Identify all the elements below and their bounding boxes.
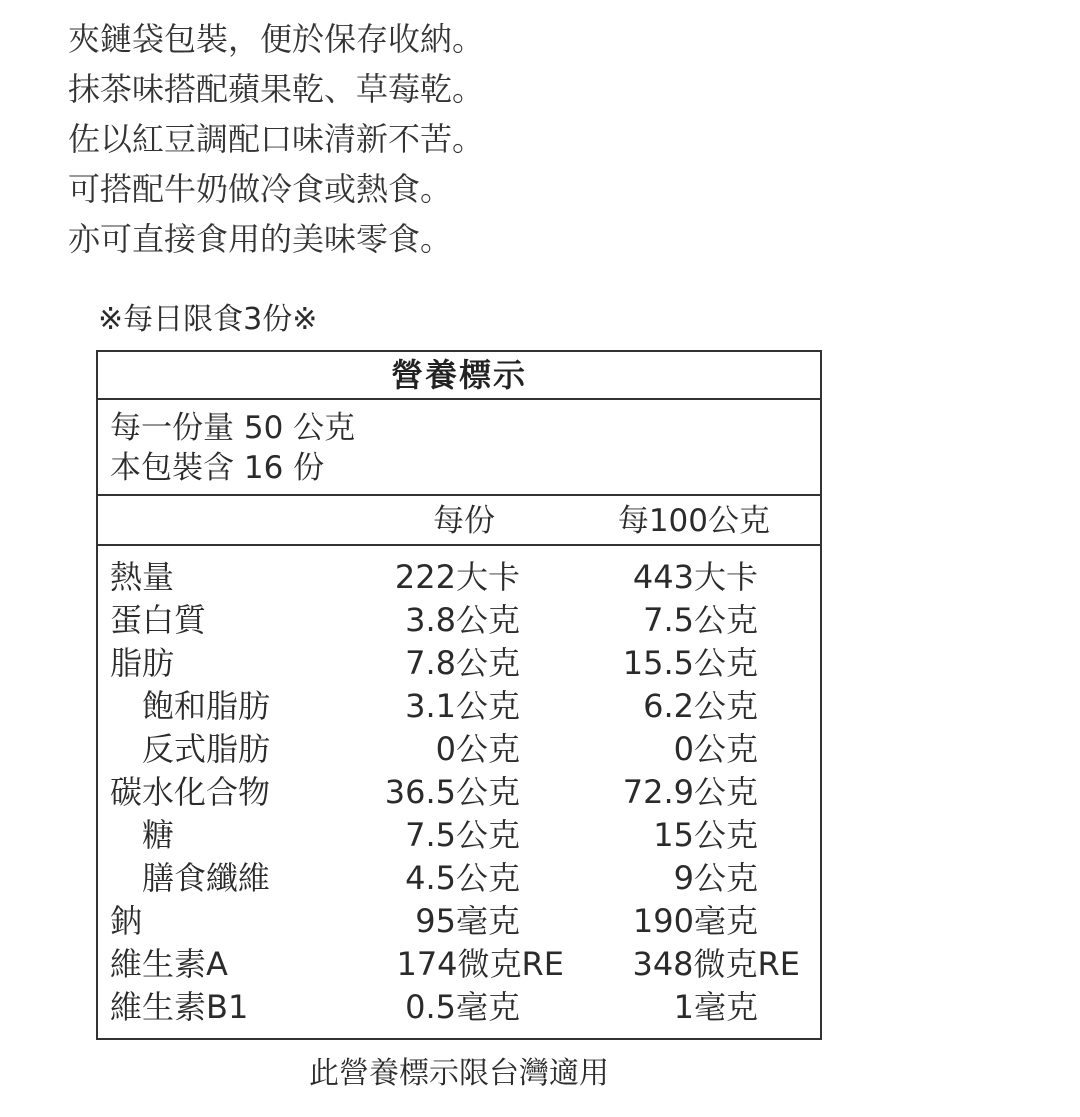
serving-info (98, 400, 820, 496)
servings-per-package: 本包裝含 16 份 (110, 450, 325, 486)
nutrient-name: 蛋白質 (110, 601, 207, 639)
serving-size: 每一份量 50 公克 (110, 410, 356, 446)
nutrient-row-fat (98, 642, 820, 685)
nutrient-name: 維生素A (110, 945, 228, 983)
per-100g-value: 1毫克 (673, 988, 758, 1026)
column-header-per-serving: 每份 (433, 503, 495, 539)
per-serving-value: 95毫克 (415, 902, 520, 940)
label-footnote: 此營養標示限台灣適用 (309, 1056, 609, 1091)
per-serving-value: 36.5公克 (384, 773, 520, 811)
description-line: 夾鏈袋包裝，便於保存收納。 (68, 20, 485, 58)
column-header-per-100g: 每100公克 (617, 503, 770, 539)
nutrient-name: 脂肪 (110, 644, 175, 682)
nutrient-row-sodium (98, 900, 820, 943)
nutrition-facts-table (96, 350, 822, 1040)
description-line: 可搭配牛奶做冷食或熱食。 (68, 170, 453, 208)
per-100g-value: 190毫克 (632, 902, 758, 940)
nutrient-name: 維生素B1 (110, 988, 249, 1026)
nutrient-row-trans-fat (98, 728, 820, 771)
per-serving-value: 174微克RE (396, 945, 564, 983)
per-serving-value: 3.1公克 (405, 687, 520, 725)
nutrient-row-calories (98, 556, 820, 599)
nutrient-row-saturated-fat (98, 685, 820, 728)
per-serving-value: 0.5毫克 (405, 988, 520, 1026)
per-100g-value: 7.5公克 (643, 601, 758, 639)
nutrition-title: 營養標示 (98, 352, 820, 400)
per-serving-value: 0公克 (435, 730, 520, 768)
nutrient-row-carbohydrate (98, 771, 820, 814)
nutrient-row-vitamin-a (98, 943, 820, 986)
description-line: 佐以紅豆調配口味清新不苦。 (68, 120, 485, 158)
per-100g-value: 0公克 (673, 730, 758, 768)
nutrient-name: 碳水化合物 (110, 773, 271, 811)
nutrient-name: 熱量 (110, 558, 175, 596)
nutrient-name: 反式脂肪 (142, 730, 271, 768)
description-line: 亦可直接食用的美味零食。 (68, 220, 453, 258)
per-100g-value: 6.2公克 (643, 687, 758, 725)
per-serving-value: 3.8公克 (405, 601, 520, 639)
product-description (68, 14, 788, 264)
nutrient-name: 糖 (142, 816, 175, 854)
per-100g-value: 9公克 (673, 859, 758, 897)
nutrient-rows (98, 546, 820, 1029)
per-serving-value: 222大卡 (394, 558, 520, 596)
nutrient-name: 飽和脂肪 (142, 687, 271, 725)
per-100g-value: 443大卡 (632, 558, 758, 596)
nutrient-row-vitamin-b1 (98, 986, 820, 1029)
nutrient-name: 鈉 (110, 902, 143, 940)
nutrient-name: 膳食纖維 (142, 859, 271, 897)
column-headers (98, 496, 820, 546)
per-serving-value: 4.5公克 (405, 859, 520, 897)
per-100g-value: 15公克 (653, 816, 758, 854)
per-100g-value: 348微克RE (632, 945, 800, 983)
nutrient-row-sugar (98, 814, 820, 857)
per-100g-value: 15.5公克 (622, 644, 758, 682)
daily-limit-note: ※每日限食3份※ (98, 302, 318, 337)
nutrient-row-dietary-fiber (98, 857, 820, 900)
per-100g-value: 72.9公克 (622, 773, 758, 811)
nutrient-row-protein (98, 599, 820, 642)
per-serving-value: 7.8公克 (405, 644, 520, 682)
per-serving-value: 7.5公克 (405, 816, 520, 854)
description-line: 抹茶味搭配蘋果乾、草莓乾。 (68, 70, 485, 108)
